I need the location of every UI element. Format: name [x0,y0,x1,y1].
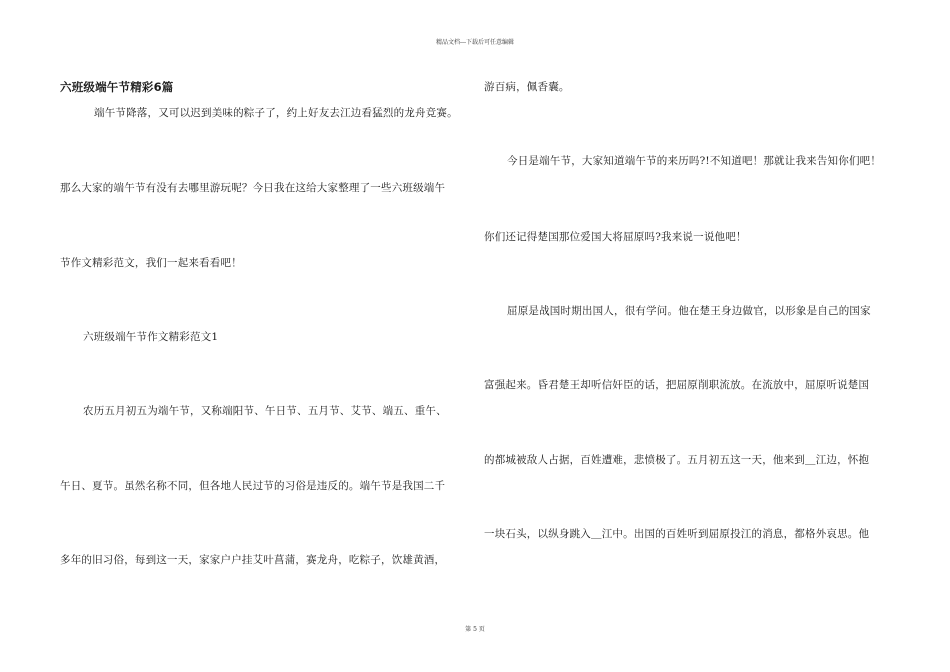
paragraph-line: 的都城被敌人占据，百姓遭难，悲愤极了。五月初五这一天，他来到＿江边，怀抱 [484,454,870,466]
paragraph-line: 一块石头，以纵身跳入＿江中。出国的百姓听到屈原投江的消息，都格外哀思。他 [484,528,870,540]
paragraph-line: 富强起来。昏君楚王却听信奸臣的话，把屈原削职流放。在流放中，屈原听说楚国 [484,379,870,391]
page-header: 精品文档---下载后可任意编辑 [435,39,515,46]
page-number: 第 5 页 [465,626,485,633]
paragraph-line: 节作文精彩范文，我们一起来看看吧！ [60,257,242,269]
document-title: 六班级端午节精彩6篇 [60,80,174,94]
paragraph-line: 端午节降落，又可以迟到美味的粽子了，约上好友去江边看猛烈的龙舟竞赛。 [94,107,458,119]
paragraph-line: 农历五月初五为端午节，又称端阳节、午日节、五月节、艾节、端五、重午、 [83,405,447,417]
paragraph-line: 你们还记得楚国那位爱国大将屈原吗?我来说一说他吧！ [484,231,747,243]
paragraph-line: 屈原是战国时期出国人，很有学问。他在楚王身边做官，以形象是自己的国家 [507,305,871,317]
paragraph-line: 那么大家的端午节有没有去哪里游玩呢？今日我在这给大家整理了一些六班级端午 [60,182,446,194]
paragraph-line: 今日是端午节，大家知道端午节的来历吗?!不知道吧！那就让我来告知你们吧！ [507,155,882,167]
paragraph-line: 游百病，佩香囊。 [484,81,570,93]
paragraph-line: 午日、夏节。虽然名称不同，但各地人民过节的习俗是违反的。端午节是我国二千 [60,480,446,492]
section-heading: 六班级端午节作文精彩范文1 [83,331,219,343]
paragraph-line: 多年的旧习俗，每到这一天，家家户户挂艾叶菖蒲，赛龙舟，吃粽子，饮雄黄酒， [60,554,446,566]
